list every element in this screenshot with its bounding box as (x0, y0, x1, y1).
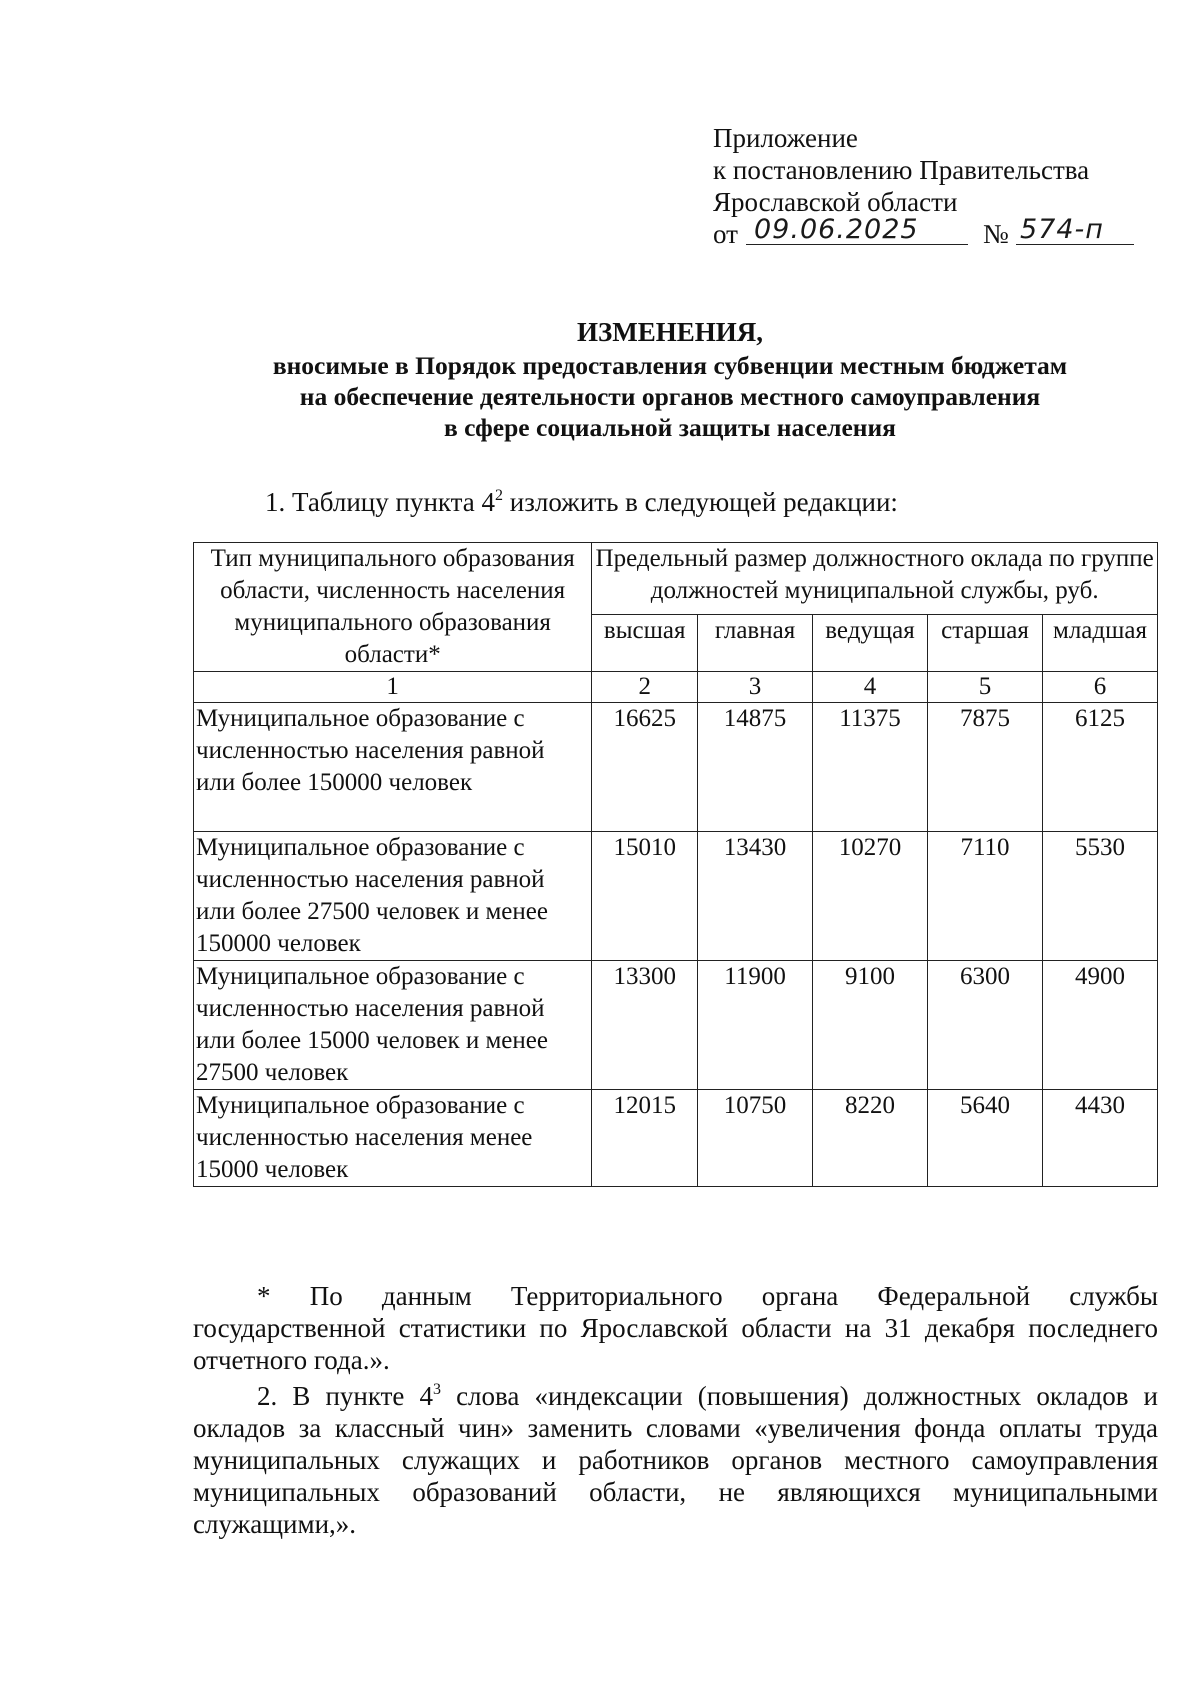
date-number-row (713, 214, 1104, 250)
subheader-senior: старшая (928, 615, 1043, 672)
value-cell: 7110 (928, 832, 1043, 961)
document-title: ИЗМЕНЕНИЯ, (576, 317, 763, 347)
table-row (194, 703, 1158, 832)
subheader-main: главная (698, 615, 813, 672)
subheader-leading: ведущая (813, 615, 928, 672)
value-cell: 4430 (1042, 1090, 1157, 1187)
table-row (194, 1090, 1158, 1187)
paragraph-2-text-before: 2. В пункте 4 (257, 1381, 433, 1411)
handwritten-date: 09.06.2025 (754, 214, 919, 245)
intro-superscript: 2 (495, 487, 504, 504)
value-cell: 13430 (698, 832, 813, 961)
paragraph-2 (193, 1380, 1158, 1540)
value-cell: 4900 (1042, 961, 1157, 1090)
index-cell: 4 (813, 672, 928, 703)
value-cell: 5640 (928, 1090, 1043, 1187)
header-salary-limit: Предельный размер должностного оклада по группе должностей муниципальной службы, руб. (592, 543, 1158, 615)
index-cell: 3 (698, 672, 813, 703)
value-cell: 14875 (698, 703, 813, 832)
footnote-and-paragraph-block (193, 1280, 1158, 1540)
index-cell: 2 (592, 672, 698, 703)
footnote-paragraph: * По данным Территориального органа Федеральной службы государственной статистики по Ярославской области на 31 декабря последнего отчетного года.». (193, 1281, 1158, 1375)
date-field (746, 214, 968, 245)
value-cell: 7875 (928, 703, 1043, 832)
table-row (194, 961, 1158, 1090)
row-label: Муниципальное образование с численностью населения равной или более 27500 человек и менее 150000 человек (194, 832, 592, 961)
value-cell: 13300 (592, 961, 698, 1090)
document-subtitle-line-1: вносимые в Порядок предоставления субвенции местным бюджетам (272, 351, 1068, 380)
value-cell: 6300 (928, 961, 1043, 1090)
subheader-highest: высшая (592, 615, 698, 672)
value-cell: 9100 (813, 961, 928, 1090)
value-cell: 11900 (698, 961, 813, 1090)
row-label: Муниципальное образование с численностью населения равной или более 150000 человек (194, 703, 592, 832)
row-label: Муниципальное образование с численностью населения равной или более 15000 человек и менее 27500 человек (194, 961, 592, 1090)
index-cell: 6 (1042, 672, 1157, 703)
value-cell: 16625 (592, 703, 698, 832)
paragraph-2-superscript: 3 (432, 1381, 441, 1398)
paragraph-2-text-after: слова «индексации (повышения) должностных окладов и окладов за классный чин» заменить словами «увеличения фонда оплаты труда муниципальных служащих и работников органов местного самоуправления муниципальных образований области, не являющихся муниципальными служащими,». (193, 1381, 1158, 1539)
appendix-title: Приложение (713, 123, 858, 153)
header-municipality-type: Тип муниципального образования области, численность населения муниципального образования области* (194, 543, 592, 672)
intro-paragraph (265, 486, 898, 518)
index-cell: 1 (194, 672, 592, 703)
number-field (1016, 214, 1134, 245)
appendix-region-line: Ярославской области (713, 187, 958, 217)
index-cell: 5 (928, 672, 1043, 703)
value-cell: 6125 (1042, 703, 1157, 832)
table-header-row (194, 543, 1158, 615)
appendix-resolution-line: к постановлению Правительства (713, 155, 1090, 185)
salary-table (193, 542, 1158, 1187)
date-prefix: от (713, 219, 738, 249)
value-cell: 11375 (813, 703, 928, 832)
value-cell: 10750 (698, 1090, 813, 1187)
document-subtitle-line-3: в сфере социальной защиты населения (444, 413, 896, 442)
appendix-block (713, 122, 1104, 250)
handwritten-number: 574-п (1020, 214, 1104, 245)
number-sign: № (983, 219, 1009, 249)
subheader-junior: младшая (1042, 615, 1157, 672)
value-cell: 12015 (592, 1090, 698, 1187)
value-cell: 5530 (1042, 832, 1157, 961)
table-row (194, 832, 1158, 961)
value-cell: 10270 (813, 832, 928, 961)
intro-text-before: 1. Таблицу пункта 4 (265, 487, 496, 517)
intro-text-after: изложить в следующей редакции: (503, 487, 898, 517)
value-cell: 8220 (813, 1090, 928, 1187)
document-title-block (140, 317, 1200, 443)
document-subtitle-line-2: на обеспечение деятельности органов местного самоуправления (299, 382, 1041, 411)
row-label: Муниципальное образование с численностью населения менее 15000 человек (194, 1090, 592, 1187)
table-index-row (194, 672, 1158, 703)
value-cell: 15010 (592, 832, 698, 961)
